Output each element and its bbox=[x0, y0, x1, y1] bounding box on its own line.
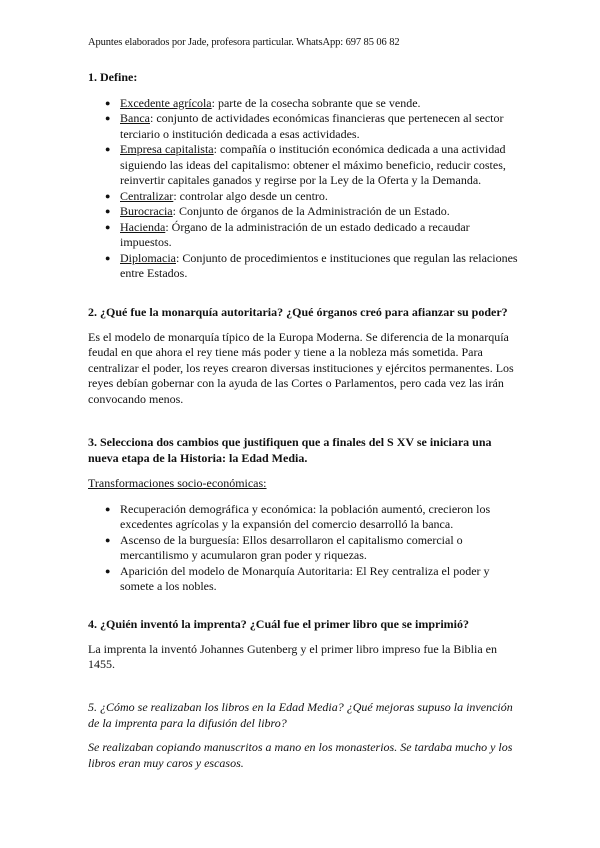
list-item bbox=[88, 189, 520, 205]
question-4-answer: La imprenta la inventó Johannes Gutenberg y el primer libro impreso fue la Biblia en 1455. bbox=[88, 641, 497, 671]
definition: : Órgano de la administración de un estado dedicado a recaudar impuestos. bbox=[120, 219, 470, 249]
list-item bbox=[88, 142, 520, 189]
question-1-title: 1. Define: bbox=[88, 70, 138, 84]
term: Diplomacia bbox=[120, 250, 176, 265]
term: Hacienda bbox=[120, 219, 166, 234]
definition: : conjunto de actividades económicas financieras que pertenecen al sector terciario o institución dedicada a esas actividades. bbox=[120, 111, 504, 141]
question-5 bbox=[88, 700, 520, 771]
question-5-answer: Se realizaban copiando manuscritos a mano en los monasterios. Se tardaba mucho y los libros eran muy caros y escasos. bbox=[88, 740, 513, 770]
changes-list bbox=[88, 502, 520, 595]
question-1 bbox=[88, 70, 520, 282]
list-item bbox=[88, 204, 520, 220]
definition: : parte de la cosecha sobrante que se vende. bbox=[211, 95, 421, 110]
list-item bbox=[88, 251, 520, 282]
question-3-title: 3. Selecciona dos cambios que justifiquen que a finales del S XV se iniciara una nueva etapa de la Historia: la Edad Media. bbox=[88, 435, 492, 465]
list-item: ● Recuperación demográfica y económica: la población aumentó, crecieron los excedentes agrícolas y la expansión del comercio desarrolló la banca. bbox=[88, 502, 520, 533]
term: Burocracia bbox=[120, 204, 173, 218]
question-4 bbox=[88, 617, 520, 673]
question-3-subtitle: Transformaciones socio-económicas: bbox=[88, 476, 267, 490]
question-3 bbox=[88, 435, 520, 595]
list-item bbox=[88, 220, 520, 251]
term: Empresa capitalista bbox=[120, 142, 214, 156]
question-5-title: 5. ¿Cómo se realizaban los libros en la Edad Media? ¿Qué mejoras supuso la invención de la imprenta para la difusión del libro? bbox=[88, 700, 513, 730]
definitions-list bbox=[88, 96, 520, 282]
list-item bbox=[88, 96, 520, 112]
list-item: ● Aparición del modelo de Monarquía Autoritaria: El Rey centraliza el poder y somete a los nobles. bbox=[88, 564, 520, 595]
term: Banca bbox=[120, 111, 150, 125]
definition: : compañía o institución económica dedicada a una actividad siguiendo las ideas del capitalismo: obtener el máximo beneficio, reducir costes, reinvertir capitales ganados y regirse por la Ley de la Oferta y la Demanda. bbox=[120, 142, 506, 187]
definition: : Conjunto de órganos de la Administración de un Estado. bbox=[172, 204, 450, 218]
question-2 bbox=[88, 305, 520, 407]
question-4-title: 4. ¿Quién inventó la imprenta? ¿Cuál fue el primer libro que se imprimió? bbox=[88, 617, 469, 631]
question-2-title: 2. ¿Qué fue la monarquía autoritaria? ¿Qué órganos creó para afianzar su poder? bbox=[88, 305, 508, 319]
term: Centralizar bbox=[120, 188, 174, 203]
question-2-answer: Es el modelo de monarquía típico de la Europa Moderna. Se diferencia de la monarquía feudal en que ahora el rey tiene más poder y tiene a la nobleza más sometida. Para centralizar el poder, los reyes crearon diversas instituciones y ejércitos permanentes. Los reyes debían gobernar con la ayuda de las Cortes o Parlamentos, pero cada vez las irán convocando menos. bbox=[88, 329, 514, 406]
list-item: ● Ascenso de la burguesía: Ellos desarrollaron el capitalismo comercial o mercantilismo y acumularon gran poder y riquezas. bbox=[88, 533, 520, 564]
term: Excedente agrícola bbox=[120, 95, 212, 110]
definition: : controlar algo desde un centro. bbox=[173, 188, 328, 203]
page-header: Apuntes elaborados por Jade, profesora particular. WhatsApp: 697 85 06 82 bbox=[88, 37, 400, 48]
definition: : Conjunto de procedimientos e instituciones que regulan las relaciones entre Estados. bbox=[120, 250, 518, 280]
list-item bbox=[88, 111, 520, 142]
